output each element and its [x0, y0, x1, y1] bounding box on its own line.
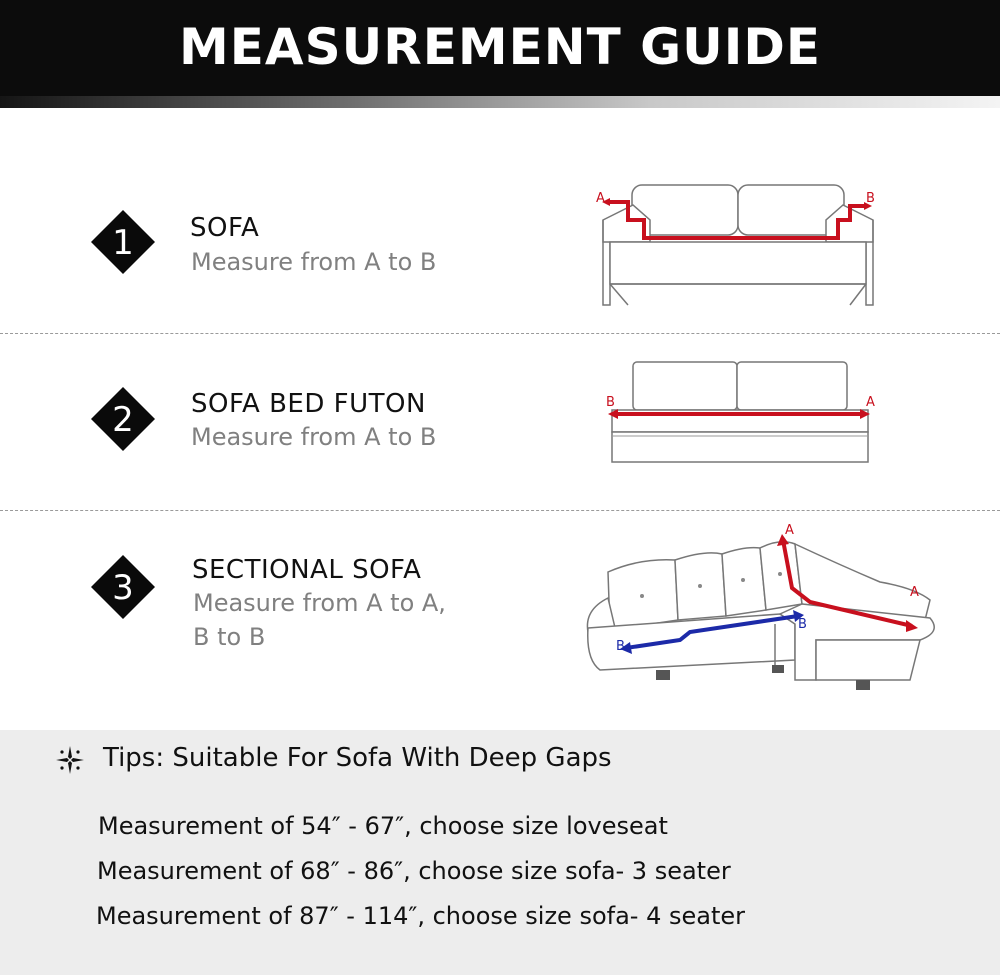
label-a-top: A	[785, 523, 794, 538]
tip-line-4-seater: Measurement of 87″ - 114″, choose size sofa- 4 seater	[96, 902, 745, 930]
page-title: MEASUREMENT GUIDE	[178, 18, 822, 76]
step-3-title: SECTIONAL SOFA	[192, 555, 422, 585]
step-2-subtitle: Measure from A to B	[191, 423, 437, 451]
tips-heading: Tips: Suitable For Sofa With Deep Gaps	[103, 743, 612, 773]
step-2-number: 2	[112, 400, 134, 440]
sectional-sofa-illustration	[580, 520, 950, 710]
label-b: B	[606, 395, 615, 410]
sparkle-icon	[56, 746, 84, 774]
step-1-diamond-icon	[91, 210, 155, 274]
tip-line-loveseat: Measurement of 54″ - 67″, choose size loveseat	[98, 812, 668, 840]
label-b: B	[866, 191, 875, 206]
label-b-left: B	[616, 639, 625, 654]
label-a-right: A	[910, 585, 919, 600]
label-a: A	[596, 191, 605, 206]
header-bar	[0, 0, 1000, 108]
step-3-number: 3	[112, 568, 134, 608]
step-2-title: SOFA BED FUTON	[191, 389, 426, 419]
step-1-subtitle: Measure from A to B	[191, 248, 437, 276]
step-1-title: SOFA	[190, 213, 260, 243]
section-divider	[0, 510, 1000, 511]
tip-line-3-seater: Measurement of 68″ - 86″, choose size sofa- 3 seater	[97, 857, 731, 885]
step-2-diamond-icon	[91, 387, 155, 451]
label-a: A	[866, 395, 875, 410]
section-divider	[0, 333, 1000, 334]
label-b-mid: B	[798, 617, 807, 632]
futon-illustration	[598, 356, 888, 468]
header-gradient-stripe	[0, 96, 1000, 108]
sofa-illustration	[588, 180, 888, 310]
step-3-subtitle-line-1: Measure from A to A,	[193, 589, 446, 617]
step-3-diamond-icon	[91, 555, 155, 619]
step-1-number: 1	[112, 223, 134, 263]
step-3-subtitle-line-2: B to B	[193, 623, 266, 651]
